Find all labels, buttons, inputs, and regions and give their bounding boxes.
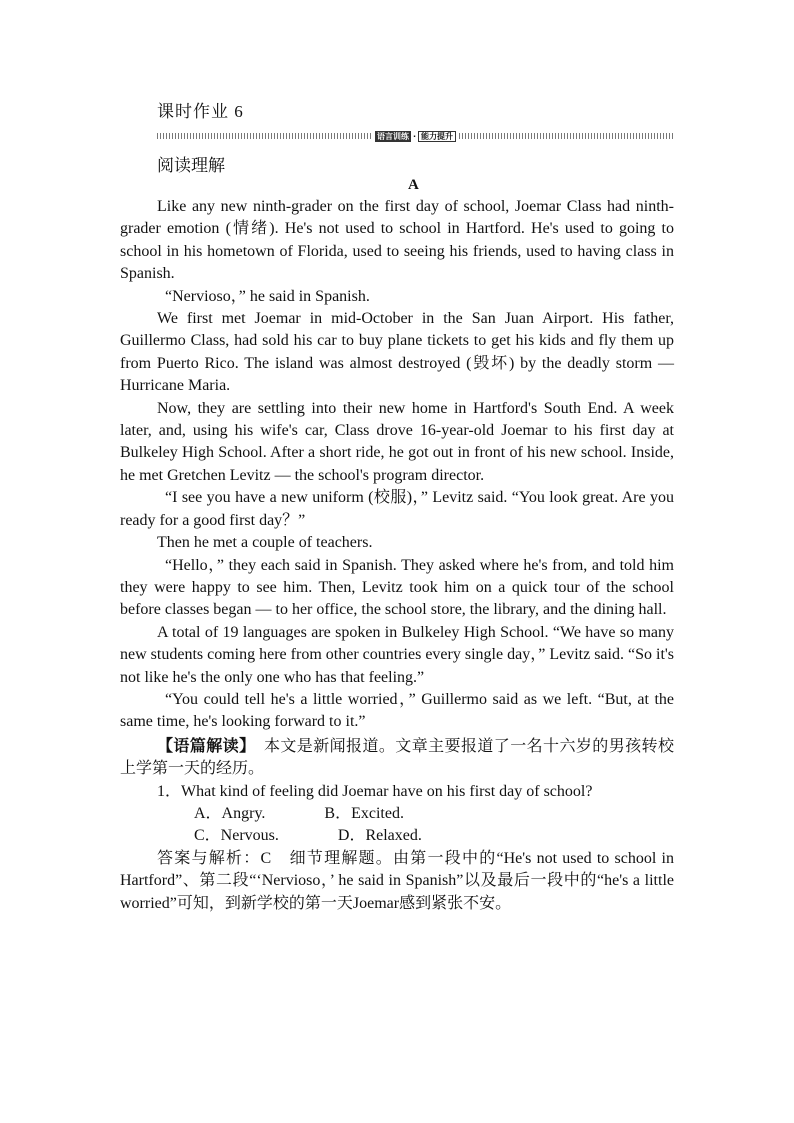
passage-paragraph: “You could tell he's a little worried，” Guillermo said as we left. “But, at the same time, he's looking forward to it.” <box>120 690 674 731</box>
section-banner <box>157 130 674 142</box>
question-options-row-2 <box>120 825 674 847</box>
analysis-paragraph <box>120 736 674 781</box>
banner-rule-right <box>459 133 674 139</box>
banner-tag-language-training: 语言训练 <box>376 131 409 141</box>
banner-tag <box>375 131 456 142</box>
analysis-text: 本文是新闻报道。文章主要报道了一名十六岁的男孩转校上学第一天的经历。 <box>120 737 674 778</box>
option-c: C．Nervous. <box>194 827 279 845</box>
option-a: A．Angry. <box>194 804 266 822</box>
document-body <box>120 196 674 915</box>
question-options-row-1 <box>120 803 674 825</box>
banner-tag-separator: · <box>412 131 417 141</box>
passage-paragraph: A total of 19 languages are spoken in Bulkeley High School. “We have so many new students coming here from other countries every single day，” Levitz said. “So it's not like he's the only one who has that feeling.” <box>120 623 674 686</box>
passage-paragraph: “Hello，” they each said in Spanish. They asked where he's from, and told him they were happy to see him. Then, Levitz took him on a quick tour of the school before classes began — to her office, the school store, the library, and the dining hall. <box>120 556 674 619</box>
banner-tag-ability: 能力提升 <box>418 131 456 142</box>
section-heading: 阅读理解 <box>157 156 225 175</box>
passage-paragraph: “Nervioso，” he said in Spanish. <box>165 287 370 305</box>
passage-paragraph: Now, they are settling into their new home in Hartford's South End. A week later, and, using his wife's car, Class drove 16-year-old Joemar to his first day at Bulkeley High School. After a short ride, he got out in front of his new school. Inside, he met Gretchen Levitz — the school's program director. <box>120 399 674 484</box>
option-b: B．Excited. <box>324 804 404 822</box>
analysis-label: 【语篇解读】 <box>157 737 248 755</box>
banner-rule-left <box>157 133 372 139</box>
passage-paragraph: Then he met a couple of teachers. <box>157 534 373 552</box>
passage-paragraph: We first met Joemar in mid-October in the San Juan Airport. His father, Guillermo Class, had sold his car to buy plane tickets to get his kids and fly them up from Puerto Rico. The island was almost destroyed (毁坏) by the deadly storm — Hurricane Maria. <box>120 310 674 395</box>
passage-paragraph: “I see you have a new uniform (校服)，” Levitz said. “You look great. Are you ready for a good first day？” <box>120 489 674 529</box>
passage-paragraph: Like any new ninth-grader on the first day of school, Joemar Class had ninth-grader emotion (情绪). He's not used to school in Hartford. He's used to going to school in his hometown of Florida, used to seeing his friends, used to having class in Spanish. <box>120 198 674 283</box>
question-stem: 1．What kind of feeling did Joemar have on his first day of school? <box>157 782 593 800</box>
answer-explanation: 答案与解析：C 细节理解题。由第一段中的“He's not used to school in Hartford”、第二段“‘Nervioso，’ he said in Spanish”以及最后一段中的“he's a little worried”可知，到新学校的第一天Joemar感到紧张不安。 <box>120 849 674 912</box>
passage-label: A <box>408 177 419 193</box>
option-d: D．Relaxed. <box>337 827 422 845</box>
lesson-title: 课时作业 6 <box>157 102 244 121</box>
